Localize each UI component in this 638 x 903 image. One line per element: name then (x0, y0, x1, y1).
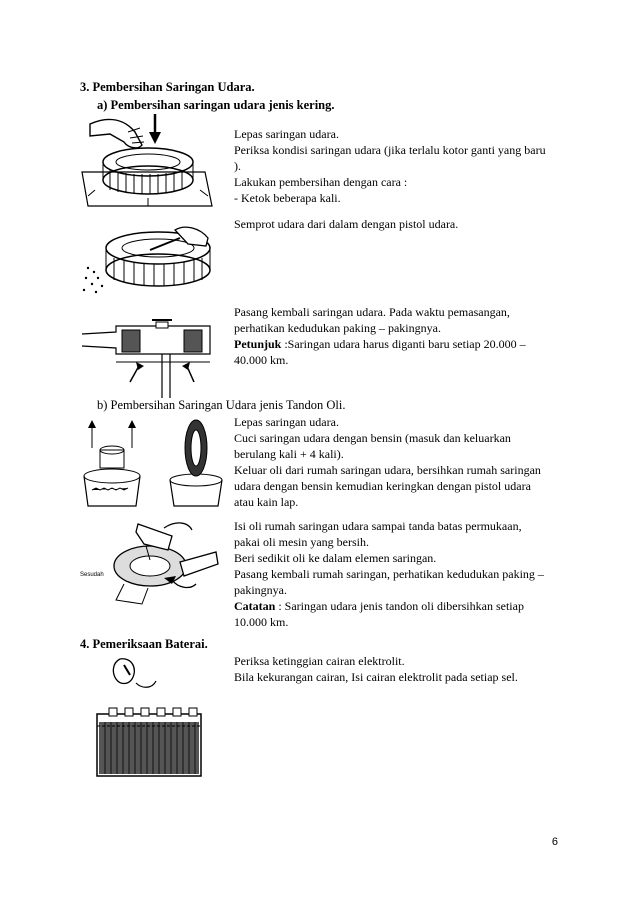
section-4-text (234, 653, 518, 685)
figure-blow-filter (80, 220, 215, 300)
figure-tap-filter (80, 110, 215, 210)
catatan-label: Catatan (234, 599, 276, 613)
block-5-text (234, 518, 544, 630)
block-1-line: - Ketok beberapa kali. (234, 191, 341, 205)
block-4-text (234, 414, 541, 510)
block-5-line: Beri sedikit oli ke dalam elemen saringan. (234, 551, 437, 565)
block-3-line: perhatikan kedudukan paking – pakingnya. (234, 321, 441, 335)
block-4-line: udara dengan bensin kemudian keringkan dengan pistol udara (234, 479, 531, 493)
figure-fill-oil (80, 518, 220, 613)
figure-electrolyte-check (108, 655, 158, 695)
block-4-line: Keluar oli dari rumah saringan udara, bersihkan rumah saringan (234, 463, 541, 477)
block-4-line: berulang kali + 4 kali). (234, 447, 344, 461)
block-4-line: Lepas saringan udara. (234, 415, 339, 429)
block-1-text (234, 126, 546, 206)
figure-label-sesudah: Sesudah (80, 572, 104, 578)
page-number: 6 (551, 836, 558, 848)
block-2-text: Semprot udara dari dalam dengan pistol udara. (234, 217, 459, 231)
block-3-text (234, 304, 526, 368)
figure-filter-installation (80, 312, 220, 398)
figure-battery-cells (95, 706, 205, 778)
block-5-line: pakingnya. (234, 583, 287, 597)
block-4-line: Cuci saringan udara dengan bensin (masuk dan keluarkan (234, 431, 511, 445)
section-4-line: Bila kekurangan cairan, Isi cairan elektrolit pada setiap sel. (234, 670, 518, 684)
catatan-text: : Saringan udara jenis tandon oli dibersihkan setiap (275, 599, 524, 613)
section-4-title: 4. Pemeriksaan Baterai. (80, 637, 208, 651)
block-5-line: 10.000 km. (234, 615, 289, 629)
block-4-line: atau kain lap. (234, 495, 299, 509)
subsection-a-title: a) Pembersihan saringan udara jenis kering. (97, 98, 335, 112)
section-3-title: 3. Pembersihan Saringan Udara. (80, 80, 255, 94)
block-1-line: Lakukan pembersihan dengan cara : (234, 175, 408, 189)
section-4-line: Periksa ketinggian cairan elektrolit. (234, 654, 405, 668)
block-5-line: Pasang kembali rumah saringan, perhatikan kedudukan paking – (234, 567, 544, 581)
block-3-line: 40.000 km. (234, 353, 289, 367)
subsection-b-title: b) Pembersihan Saringan Udara jenis Tandon Oli. (97, 398, 346, 412)
block-1-line: ). (234, 159, 241, 173)
figure-wash-filter (78, 418, 228, 510)
block-5-line: pakai oli mesin yang bersih. (234, 535, 369, 549)
block-1-line: Periksa kondisi saringan udara (jika terlalu kotor ganti yang baru (234, 143, 546, 157)
petunjuk-label: Petunjuk (234, 337, 282, 351)
petunjuk-text: :Saringan udara harus diganti baru setiap 20.000 – (281, 337, 526, 351)
block-5-line: Isi oli rumah saringan udara sampai tanda batas permukaan, (234, 519, 522, 533)
block-1-line: Lepas saringan udara. (234, 127, 339, 141)
block-3-line: Pasang kembali saringan udara. Pada waktu pemasangan, (234, 305, 510, 319)
